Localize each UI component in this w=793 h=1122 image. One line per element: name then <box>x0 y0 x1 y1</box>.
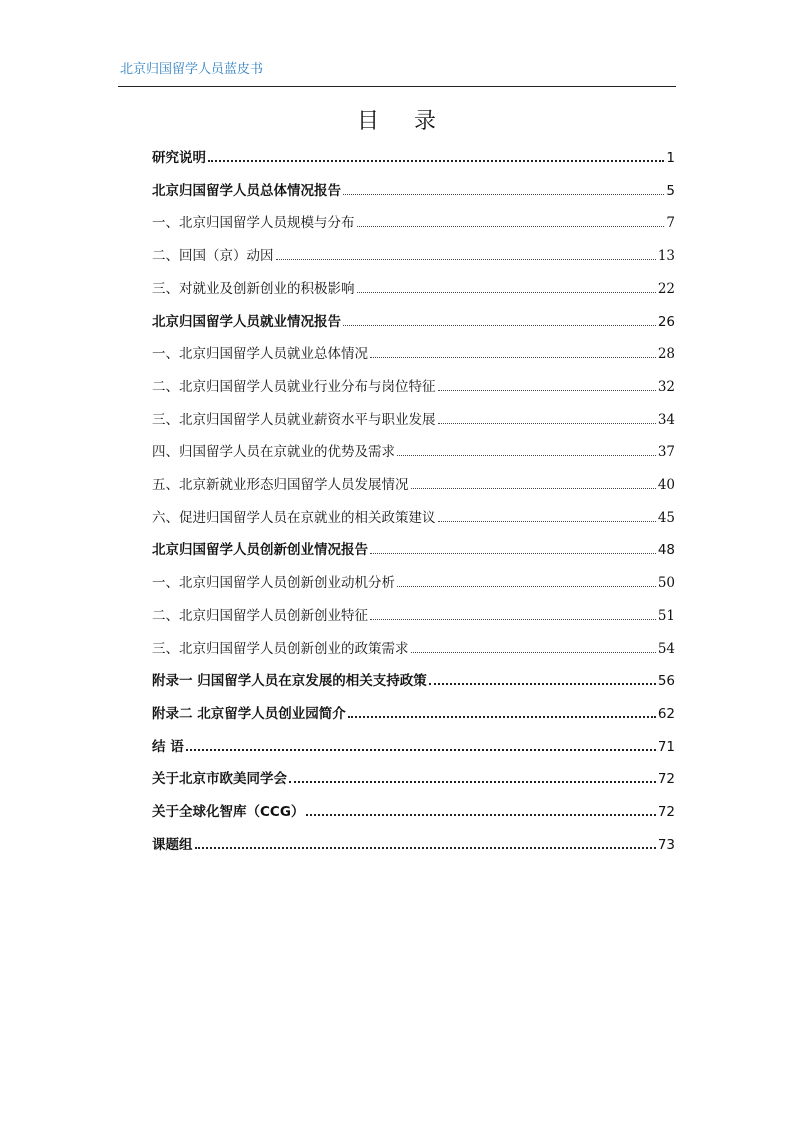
toc-entry[interactable] <box>152 473 675 495</box>
toc-entry[interactable] <box>152 669 675 691</box>
dot-leader <box>348 705 656 718</box>
dot-leader <box>208 149 664 162</box>
toc-entry-title: 六、促进归国留学人员在京就业的相关政策建议 <box>152 509 436 526</box>
header-title: 北京归国留学人员蓝皮书 <box>120 62 264 77</box>
toc-entry[interactable] <box>152 342 675 364</box>
dot-leader <box>397 575 656 587</box>
toc-entry-page: 37 <box>657 444 675 461</box>
toc-entry-page: 26 <box>657 313 675 330</box>
toc-entry-page: 72 <box>657 804 675 820</box>
toc-entry-page: 32 <box>657 378 675 395</box>
toc-entry-page: 51 <box>657 607 675 624</box>
dot-leader <box>289 771 656 784</box>
dot-leader <box>357 281 656 293</box>
toc-entry-page: 71 <box>657 738 675 755</box>
dot-leader <box>343 183 664 195</box>
toc-entry-title: 关于全球化智库（CCG） <box>152 804 305 820</box>
dot-leader <box>306 803 655 816</box>
toc-entry-title: 二、北京归国留学人员创新创业特征 <box>152 607 368 624</box>
toc-entry-page: 62 <box>657 705 675 722</box>
toc-entry[interactable] <box>152 735 675 757</box>
toc-entry-title: 课题组 <box>152 836 193 853</box>
dot-leader <box>411 477 656 489</box>
toc-entry-page: 22 <box>657 280 675 297</box>
dot-leader <box>438 510 656 522</box>
toc-entry-title: 二、回国（京）动因 <box>152 248 274 265</box>
dot-leader <box>195 836 656 849</box>
toc-entry-page: 73 <box>657 836 675 853</box>
toc-entry-page: 40 <box>657 477 675 493</box>
toc-entry-title: 五、北京新就业形态归国留学人员发展情况 <box>152 477 409 493</box>
toc-entry-title: 北京归国留学人员创新创业情况报告 <box>152 542 368 559</box>
toc-entry[interactable] <box>152 211 675 233</box>
toc-entry-title: 二、北京归国留学人员就业行业分布与岗位特征 <box>152 378 436 395</box>
toc-entry-title: 三、北京归国留学人员就业薪资水平与职业发展 <box>152 411 436 428</box>
toc-entry-title: 附录一 归国留学人员在京发展的相关支持政策 <box>152 673 427 690</box>
dot-leader <box>438 379 656 391</box>
toc-entry-page: 56 <box>657 673 675 690</box>
toc-entry-page: 1 <box>666 150 675 166</box>
toc-entry[interactable] <box>152 408 675 430</box>
toc-entry-title: 关于北京市欧美同学会 <box>152 771 287 788</box>
toc-entry-page: 28 <box>657 346 675 363</box>
toc-entry[interactable] <box>152 538 675 560</box>
toc-entry-page: 7 <box>666 215 675 232</box>
toc-entry[interactable] <box>152 506 675 528</box>
dot-leader <box>370 608 656 620</box>
dot-leader <box>397 445 656 457</box>
dot-leader <box>357 216 665 228</box>
dot-leader <box>276 248 656 260</box>
toc-entry-title: 结 语 <box>152 738 184 755</box>
dot-leader <box>429 672 656 685</box>
dot-leader <box>186 738 656 751</box>
toc-entry-title: 附录二 北京留学人员创业园简介 <box>152 705 346 722</box>
toc-entry[interactable] <box>152 767 675 789</box>
toc-entry[interactable] <box>152 702 675 724</box>
toc-entry-title: 一、北京归国留学人员规模与分布 <box>152 215 355 232</box>
toc-entry-page: 45 <box>657 509 675 526</box>
dot-leader <box>370 346 656 358</box>
toc-entry[interactable] <box>152 571 675 593</box>
toc-entry[interactable] <box>152 146 675 168</box>
toc-entry[interactable] <box>152 375 675 397</box>
page-header <box>118 56 676 87</box>
toc-entry-page: 50 <box>657 575 675 592</box>
toc-entry-page: 34 <box>657 411 675 428</box>
toc-entry-title: 三、对就业及创新创业的积极影响 <box>152 280 355 297</box>
toc-entry-title: 北京归国留学人员总体情况报告 <box>152 182 341 199</box>
toc-entry-title: 研究说明 <box>152 150 206 166</box>
dot-leader <box>370 543 656 555</box>
toc-entry-page: 5 <box>666 182 675 199</box>
dot-leader <box>411 641 656 653</box>
toc-entry-title: 一、北京归国留学人员就业总体情况 <box>152 346 368 363</box>
toc-entry-page: 13 <box>657 248 675 265</box>
toc-entry[interactable] <box>152 833 675 855</box>
toc-entry-page: 48 <box>657 542 675 559</box>
toc-entry-title: 四、归国留学人员在京就业的优势及需求 <box>152 444 395 461</box>
toc-entry[interactable] <box>152 179 675 201</box>
dot-leader <box>438 412 656 424</box>
toc-entry[interactable] <box>152 244 675 266</box>
toc-entry[interactable] <box>152 310 675 332</box>
toc-entry[interactable] <box>152 800 675 822</box>
toc-entry-page: 72 <box>657 771 675 788</box>
toc-entry[interactable] <box>152 277 675 299</box>
dot-leader <box>343 314 656 326</box>
toc-entry-title: 三、北京归国留学人员创新创业的政策需求 <box>152 640 409 657</box>
toc-entry-page: 54 <box>657 640 675 657</box>
toc-title: 目 录 <box>357 109 450 134</box>
toc-entry-title: 北京归国留学人员就业情况报告 <box>152 313 341 330</box>
toc-entry[interactable] <box>152 604 675 626</box>
toc-entry[interactable] <box>152 440 675 462</box>
toc-entry[interactable] <box>152 637 675 659</box>
toc-entry-title: 一、北京归国留学人员创新创业动机分析 <box>152 575 395 592</box>
